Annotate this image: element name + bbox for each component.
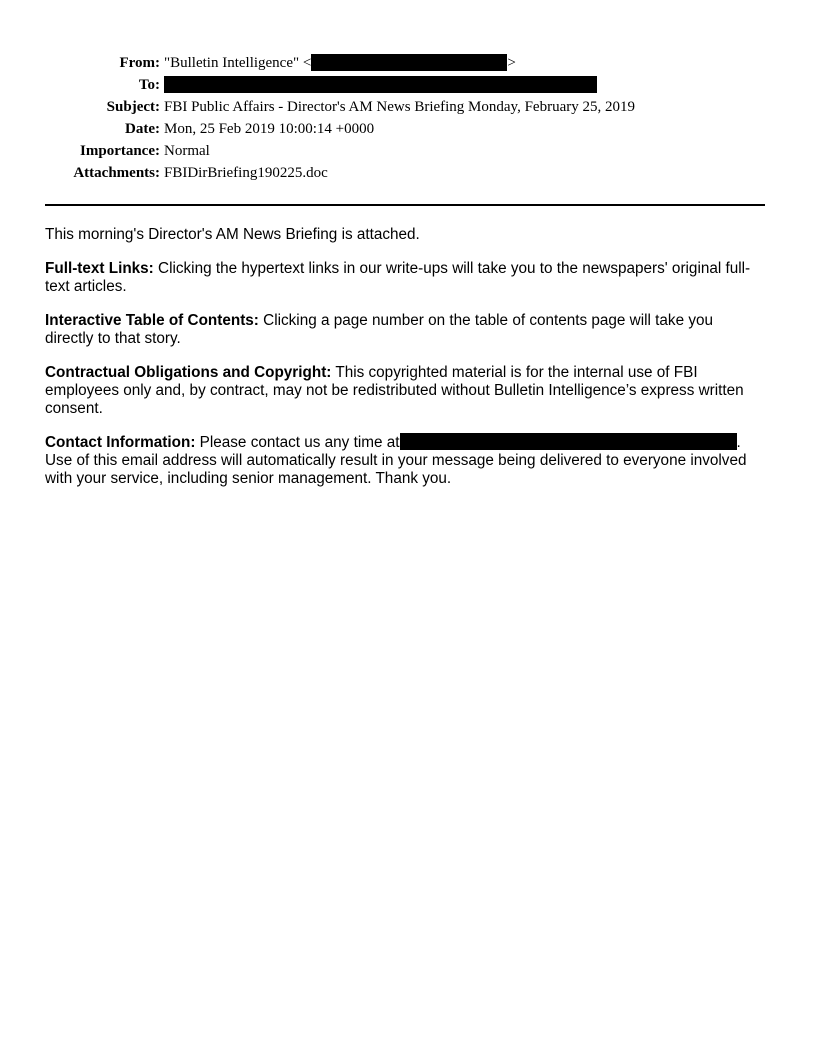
copyright-heading: Contractual Obligations and Copyright: <box>45 364 332 381</box>
full-text-links-heading: Full-text Links: <box>45 260 154 277</box>
table-of-contents-heading: Interactive Table of Contents: <box>45 312 259 329</box>
date-row <box>0 118 816 140</box>
table-of-contents-paragraph <box>45 312 765 348</box>
contact-paragraph <box>45 434 765 488</box>
subject-value: FBI Public Affairs - Director's AM News Briefing Monday, February 25, 2019 <box>164 99 635 115</box>
from-sender-name: "Bulletin Intelligence" < <box>164 55 312 71</box>
full-text-links-paragraph <box>45 260 765 296</box>
redaction-bar <box>400 433 737 450</box>
subject-label: Subject: <box>106 99 160 115</box>
attachments-row <box>0 162 816 184</box>
importance-value: Normal <box>164 143 210 159</box>
redaction-bar <box>311 54 507 71</box>
date-label: Date: <box>125 121 160 137</box>
contact-text-before: Please contact us any time at <box>195 434 400 451</box>
to-label: To: <box>138 77 160 93</box>
from-row <box>0 52 816 74</box>
copyright-text: This copyrighted material is for the internal use of FBI employees only and, by contract, may not be redistributed without Bulletin Intelligence’s express written consent. <box>45 364 744 417</box>
full-text-links-text: Clicking the hypertext links in our write-ups will take you to the newspapers' original full-text articles. <box>45 260 751 295</box>
subject-row <box>0 96 816 118</box>
importance-label: Importance: <box>80 143 160 159</box>
importance-row <box>0 140 816 162</box>
attachments-label: Attachments: <box>73 165 160 181</box>
redaction-bar <box>164 76 597 93</box>
copyright-paragraph <box>45 364 765 418</box>
email-header <box>0 52 816 184</box>
contact-text-after: . Use of this email address will automatically result in your message being delivered to everyone involved with your service, including senior management. Thank you. <box>45 434 747 487</box>
from-address-close: > <box>507 55 516 71</box>
contact-heading: Contact Information: <box>45 434 196 451</box>
to-value <box>164 74 597 96</box>
table-of-contents-text: Clicking a page number on the table of contents page will take you directly to that story. <box>45 312 713 347</box>
intro-paragraph: This morning's Director's AM News Briefing is attached. <box>45 226 420 243</box>
email-body <box>45 226 765 504</box>
attachment-filename[interactable]: FBIDirBriefing190225.doc <box>164 165 328 181</box>
date-value: Mon, 25 Feb 2019 10:00:14 +0000 <box>164 121 375 137</box>
from-value <box>164 52 516 74</box>
header-divider <box>45 204 765 206</box>
to-row <box>0 74 816 96</box>
from-label: From: <box>119 55 160 71</box>
